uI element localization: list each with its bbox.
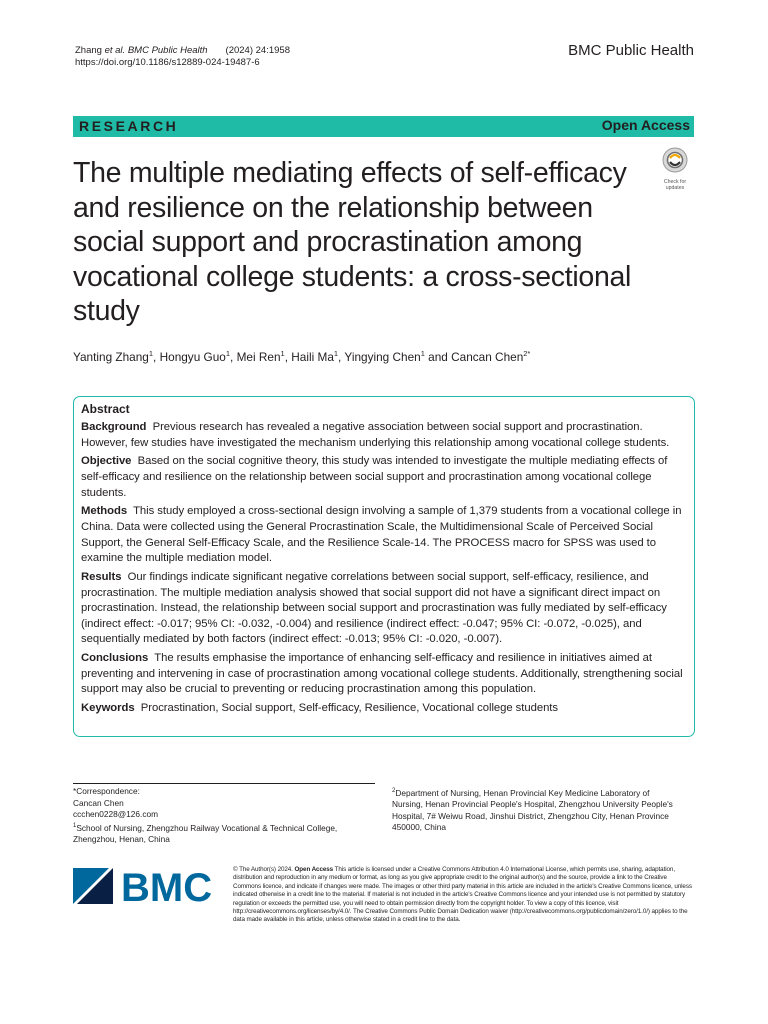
section-text: The results emphasise the importance of enhancing self-efficacy and resilience in initiatives aimed at preventing and intervening in case of procrastination among vocational college students. Additionally, strengthening social support may also be crucial to preventing or reducing procrastination among this population. bbox=[81, 652, 683, 696]
keywords-text: Procrastination, Social support, Self-efficacy, Resilience, Vocational college students bbox=[140, 702, 558, 715]
abstract-background bbox=[81, 420, 687, 451]
citation-line bbox=[75, 45, 290, 57]
author-affiliation: 2* bbox=[523, 349, 531, 358]
article-title: The multiple mediating effects of self-efficacy and resilience on the relationship between social support and procrastination among vocational college students: a cross-sectional study bbox=[73, 157, 632, 327]
correspondence-label: *Correspondence: bbox=[73, 786, 140, 796]
section-label: Background bbox=[81, 421, 147, 433]
author-name[interactable]: Mei Ren bbox=[236, 349, 281, 364]
abstract-heading: Abstract bbox=[81, 402, 130, 416]
author-affiliation: 1 bbox=[148, 349, 154, 358]
affiliation-2: $^2$Department of Nursing, Henan Provincial Key Medicine Laboratory of Nursing, Henan Provincial People's Hospital, Zhengzhou University People's Hospital, 7# Weiwu Road, Jinshui District, Zhengzhou City, Henan Province 450000, China bbox=[392, 787, 673, 833]
bmc-logo-icon bbox=[73, 866, 215, 906]
section-text: This study employed a cross-sectional design involving a sample of 1,379 students from a vocational college in China. Data were collected using the General Procrastination Scale, the Multidimensional Scale of Perceived Social Support, the General Self-Efficacy Scale, and the Resilience Scale-14. The PROCESS macro for SPSS was used to examine the multiple mediation model. bbox=[81, 505, 682, 565]
section-text: Based on the social cognitive theory, this study was intended to investigate the multiple mediating effects of self-efficacy and resilience on the relationship between social support and procrastination among vocational college students. bbox=[81, 455, 668, 499]
section-label: Objective bbox=[81, 455, 132, 468]
open-access-label: Open Access bbox=[601, 117, 690, 133]
article-type-label: RESEARCH bbox=[79, 118, 179, 134]
check-for-updates-button[interactable] bbox=[656, 147, 694, 191]
abstract-objective bbox=[81, 454, 687, 501]
check-for-updates-icon bbox=[656, 147, 694, 173]
author-affiliation: 1 bbox=[225, 349, 231, 358]
author-list: Yanting Zhang$^1$, Hongyu Guo$^1$, Mei Ren$^1$, Haili Ma$^1$, Yingying Chen$^1$ and Cancan Chen$^{2*}$ bbox=[73, 349, 531, 364]
abstract-results bbox=[81, 570, 687, 648]
section-label: Conclusions bbox=[81, 652, 149, 665]
section-label: Methods bbox=[81, 505, 128, 518]
doi-link[interactable]: https://doi.org/10.1186/s12889-024-19487-6 bbox=[75, 57, 260, 68]
author-name[interactable]: Yingying Chen bbox=[344, 349, 421, 364]
bmc-logo bbox=[73, 866, 215, 906]
section-text: Our findings indicate significant negative correlations between social support, self-efficacy, resilience, and procrastination. The multiple mediation analysis showed that social support did not have a significant direct impact on procrastination. Instead, the relationship between social support and procrastination was fully mediated by self-efficacy (indirect effect: -0.017; 95% CI: -0.032, -0.004) and resilience (indirect effect: -0.047; 95% CI: -0.072, -0.025), and sequentially mediated by both factors (indirect effect: -0.013; 95% CI: -0.020, -0.007). bbox=[81, 570, 667, 646]
footnote-divider bbox=[73, 783, 375, 784]
citation-journal: et al. BMC Public Health bbox=[104, 45, 208, 56]
citation-header bbox=[75, 45, 290, 69]
abstract-box bbox=[73, 396, 695, 737]
abstract-conclusions bbox=[81, 651, 687, 698]
check-for-updates-caption: Check for updates bbox=[663, 179, 687, 191]
citation-authors: Zhang bbox=[75, 45, 105, 56]
affiliation-1: $^1$School of Nursing, Zhengzhou Railway Vocational & Technical College, Zhengzhou, Henan, China bbox=[73, 822, 338, 844]
license-link-cc-by[interactable]: http://creativecommons.org/licenses/by/4.0/ bbox=[233, 908, 350, 916]
footnotes-right bbox=[392, 786, 682, 834]
section-text: Previous research has revealed a negative association between social support and procrastination. However, few studies have investigated the mechanism underlying this relationship among vocational college students. bbox=[81, 421, 670, 449]
correspondent-name: Cancan Chen bbox=[73, 797, 124, 808]
bmc-logo-text: BMC bbox=[121, 866, 213, 906]
author-affiliation: 1 bbox=[280, 349, 285, 358]
author-affiliation: 1 bbox=[333, 349, 339, 358]
correspondent-email[interactable]: ccchen0228@126.com bbox=[73, 809, 158, 819]
license-link-cc-zero[interactable]: http://creativecommons.org/publicdomain/zero/1.0/ bbox=[511, 908, 648, 916]
author-name[interactable]: Haili Ma bbox=[291, 349, 334, 364]
abstract-methods bbox=[81, 504, 687, 566]
journal-name: BMC Public Health bbox=[568, 42, 694, 59]
footnotes-left bbox=[73, 786, 383, 845]
author-name[interactable]: Hongyu Guo bbox=[159, 349, 226, 364]
license-open-access-label: Open Access bbox=[294, 866, 334, 873]
section-label: Results bbox=[81, 570, 122, 583]
author-name[interactable]: Cancan Chen bbox=[451, 349, 524, 364]
author-name[interactable]: Yanting Zhang bbox=[73, 349, 149, 364]
license-text: © The Author(s) 2024. Open Access This article is licensed under a Creative Commons Attribution 4.0 International License, which permits use, sharing, adaptation, distribution and reproduction in any medium or format, as long as you give appropriate credit to the original author(s) and the source, provide a link to the Creative Commons licence, and indicate if changes were made. The images or other third party material in this article are included in the article's Creative Commons licence, unless indicated otherwise in a credit line to the material. If material is not included in the article's Creative Commons licence and your intended use is not permitted by statutory regulation or exceeds the permitted use, you will need to obtain permission directly from the copyright holder. To view a copy of this licence, visit http://creativecommons.org/licenses/by/4.0/. The Creative Commons Public Domain Dedication waiver (http://creativecommons.org/publicdomain/zero/1.0/) applies to the data made available in this article, unless otherwise stated in a credit line to the data. bbox=[233, 866, 692, 924]
citation-year-volume: (2024) 24:1958 bbox=[225, 45, 290, 56]
section-label: Keywords bbox=[81, 702, 135, 715]
author-affiliation: 1 bbox=[420, 349, 425, 358]
abstract-keywords bbox=[81, 701, 687, 717]
